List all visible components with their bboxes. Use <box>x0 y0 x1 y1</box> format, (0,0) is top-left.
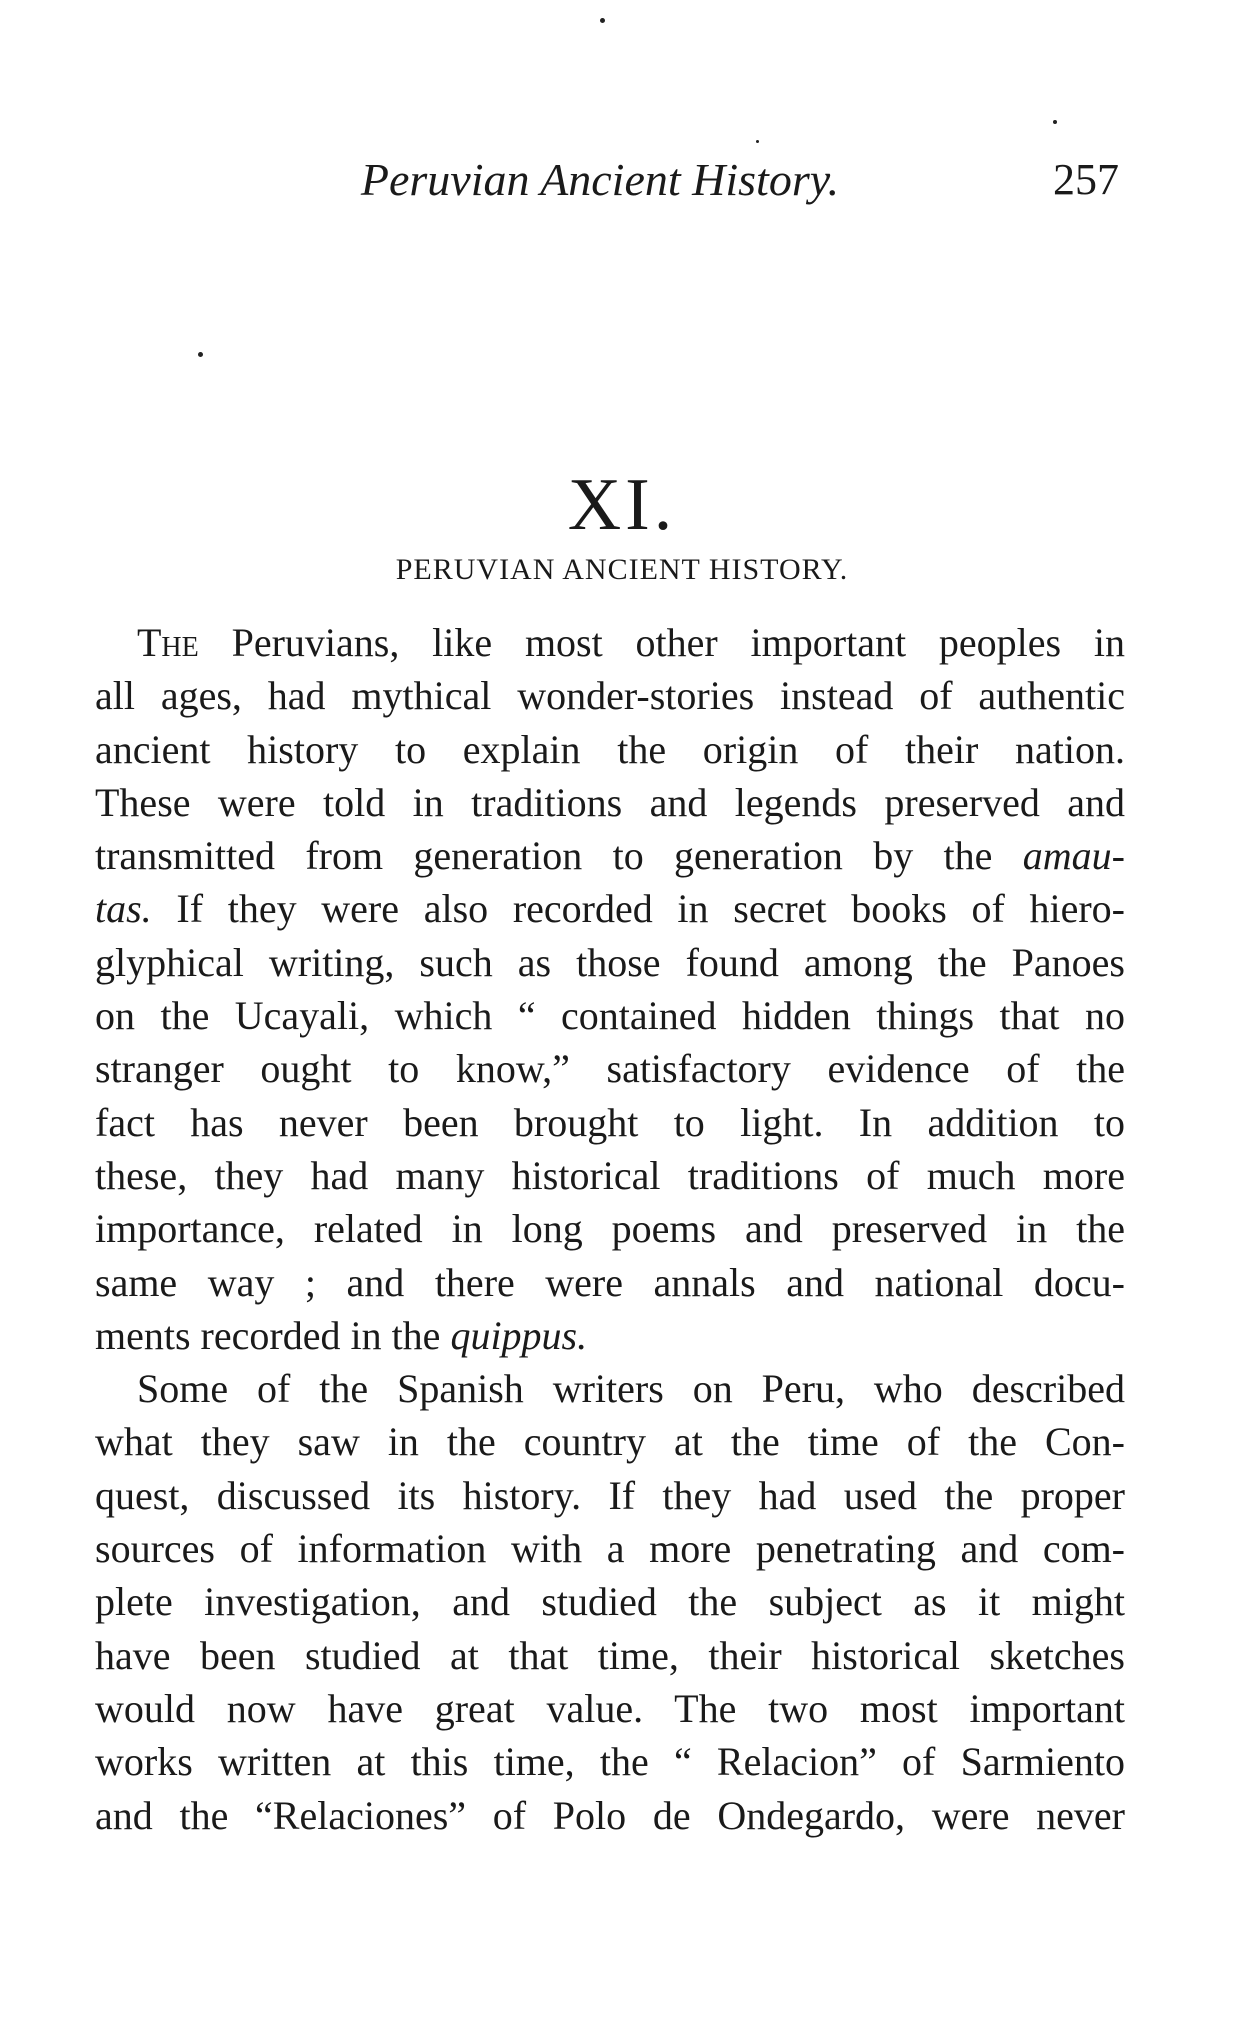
text-line <box>95 882 1125 935</box>
line-text: Peruvians, like most other important peoples in <box>198 620 1125 665</box>
ink-speck <box>756 140 759 143</box>
text-line: and the “Relaciones” of Polo de Ondegardo, were never <box>95 1792 1125 1838</box>
text-line: glyphical writing, such as those found among the Panoes <box>95 939 1125 985</box>
line-text: If they were also recorded in secret books of hiero- <box>151 886 1125 932</box>
ink-speck <box>600 18 605 23</box>
text-line: would now have great value. The two most important <box>95 1685 1125 1731</box>
text-line: works written at this time, the “ Relacion” of Sarmiento <box>95 1739 1125 1785</box>
text-line: fact has never been brought to light. In addition to <box>95 1099 1125 1145</box>
text-line: on the Ucayali, which “ contained hidden things that no <box>95 993 1125 1039</box>
text-line: these, they had many historical traditions of much more <box>95 1152 1125 1198</box>
text-line: plete investigation, and studied the subject as it might <box>95 1579 1125 1625</box>
text-line: importance, related in long poems and preserved in the <box>95 1206 1125 1252</box>
text-line <box>95 829 1125 882</box>
text-line: all ages, had mythical wonder-stories instead of authentic <box>95 673 1125 719</box>
text-line <box>95 616 1125 669</box>
body-text <box>95 616 1125 1842</box>
italic-term: amau- <box>1022 833 1125 879</box>
text-line: quest, discussed its history. If they had used the proper <box>95 1472 1125 1518</box>
italic-term: quippus. <box>450 1312 588 1358</box>
line-text: transmitted from generation to generation by the <box>95 833 1023 879</box>
ink-speck <box>198 352 203 357</box>
text-line: have been studied at that time, their historical sketches <box>95 1632 1125 1678</box>
text-line <box>95 1309 1125 1362</box>
text-line: These were told in traditions and legends preserved and <box>95 779 1125 825</box>
italic-term: tas. <box>95 886 152 932</box>
text-line: sources of information with a more penetrating and com- <box>95 1526 1125 1572</box>
drop-word: The <box>137 620 199 665</box>
text-line: ancient history to explain the origin of their nation. <box>95 726 1125 772</box>
text-line: stranger ought to know,” satisfactory evidence of the <box>95 1046 1125 1092</box>
ink-speck <box>1053 120 1057 124</box>
line-text: ments recorded in the <box>95 1312 451 1358</box>
page-number: 257 <box>1053 155 1119 204</box>
text-line: same way ; and there were annals and national docu- <box>95 1259 1125 1305</box>
text-line: Some of the Spanish writers on Peru, who described <box>137 1366 1125 1412</box>
running-title: Peruvian Ancient History. <box>360 154 840 205</box>
text-line: what they saw in the country at the time of the Con- <box>95 1419 1125 1465</box>
chapter-title: PERUVIAN ANCIENT HISTORY. <box>395 553 849 586</box>
chapter-number: XI. <box>567 464 677 546</box>
